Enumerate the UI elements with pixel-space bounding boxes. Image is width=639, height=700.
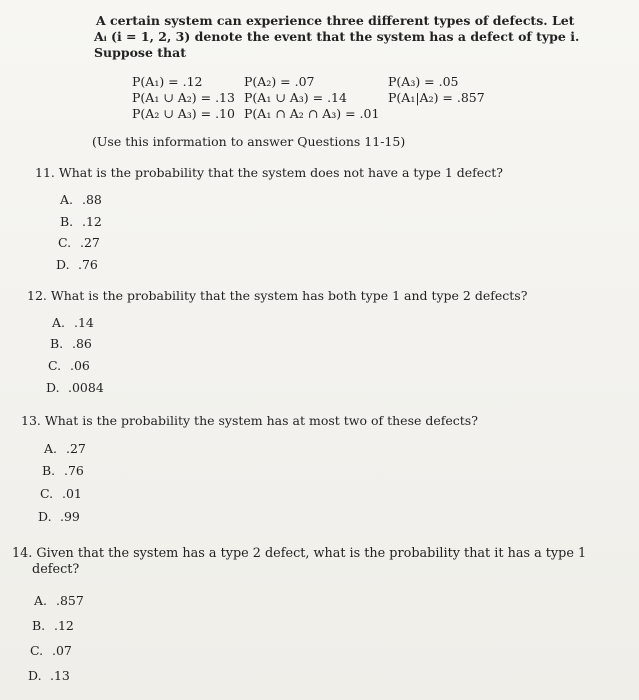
question-11-option-b[interactable]: B. .12: [60, 214, 102, 229]
intro-line-2: Aᵢ (i = 1, 2, 3) denote the event that the system has a defect of type i.: [94, 29, 580, 44]
question-12-option-a[interactable]: A. .14: [52, 315, 94, 330]
question-14-option-a[interactable]: A. .857: [34, 593, 84, 608]
prob-a3: P(A₃) = .05: [388, 74, 459, 89]
question-13-text: 13. What is the probability the system has at most two of these defects?: [21, 413, 478, 428]
question-14-option-d[interactable]: D. .13: [28, 668, 70, 683]
prob-a2: P(A₂) = .07: [244, 74, 315, 89]
question-13-option-d[interactable]: D. .99: [38, 509, 80, 524]
intro-line-3: Suppose that: [94, 45, 187, 60]
question-12-option-b[interactable]: B. .86: [50, 336, 92, 351]
prob-a1-given-a2: P(A₁|A₂) = .857: [388, 90, 485, 105]
prob-a1-a2-a3-intersection: P(A₁ ∩ A₂ ∩ A₃) = .01: [244, 106, 380, 121]
prob-a1-union-a3: P(A₁ ∪ A₃) = .14: [244, 90, 347, 105]
prob-a1: P(A₁) = .12: [132, 74, 203, 89]
question-12-text: 12. What is the probability that the system has both type 1 and type 2 defects?: [27, 288, 528, 303]
question-14-text-line-2: defect?: [32, 562, 80, 577]
use-info-note: (Use this information to answer Questions 11-15): [92, 134, 406, 149]
intro-line-1: A certain system can experience three different types of defects. Let: [96, 13, 575, 28]
question-13-option-c[interactable]: C. .01: [40, 486, 82, 501]
question-13-option-a[interactable]: A. .27: [44, 441, 86, 456]
question-14-option-c[interactable]: C. .07: [30, 643, 72, 658]
question-11-option-c[interactable]: C. .27: [58, 235, 100, 250]
prob-a2-union-a3: P(A₂ ∪ A₃) = .10: [132, 106, 235, 121]
question-11-text: 11. What is the probability that the system does not have a type 1 defect?: [35, 165, 503, 180]
question-11-option-d[interactable]: D. .76: [56, 257, 98, 272]
question-14-option-b[interactable]: B. .12: [32, 618, 74, 633]
question-14-text-line-1: 14. Given that the system has a type 2 defect, what is the probability that it has a type 1: [12, 546, 587, 561]
question-12-option-c[interactable]: C. .06: [48, 358, 90, 373]
question-12-option-d[interactable]: D. .0084: [46, 380, 104, 395]
question-13-option-b[interactable]: B. .76: [42, 463, 84, 478]
prob-a1-union-a2: P(A₁ ∪ A₂) = .13: [132, 90, 235, 105]
question-11-option-a[interactable]: A. .88: [60, 192, 102, 207]
